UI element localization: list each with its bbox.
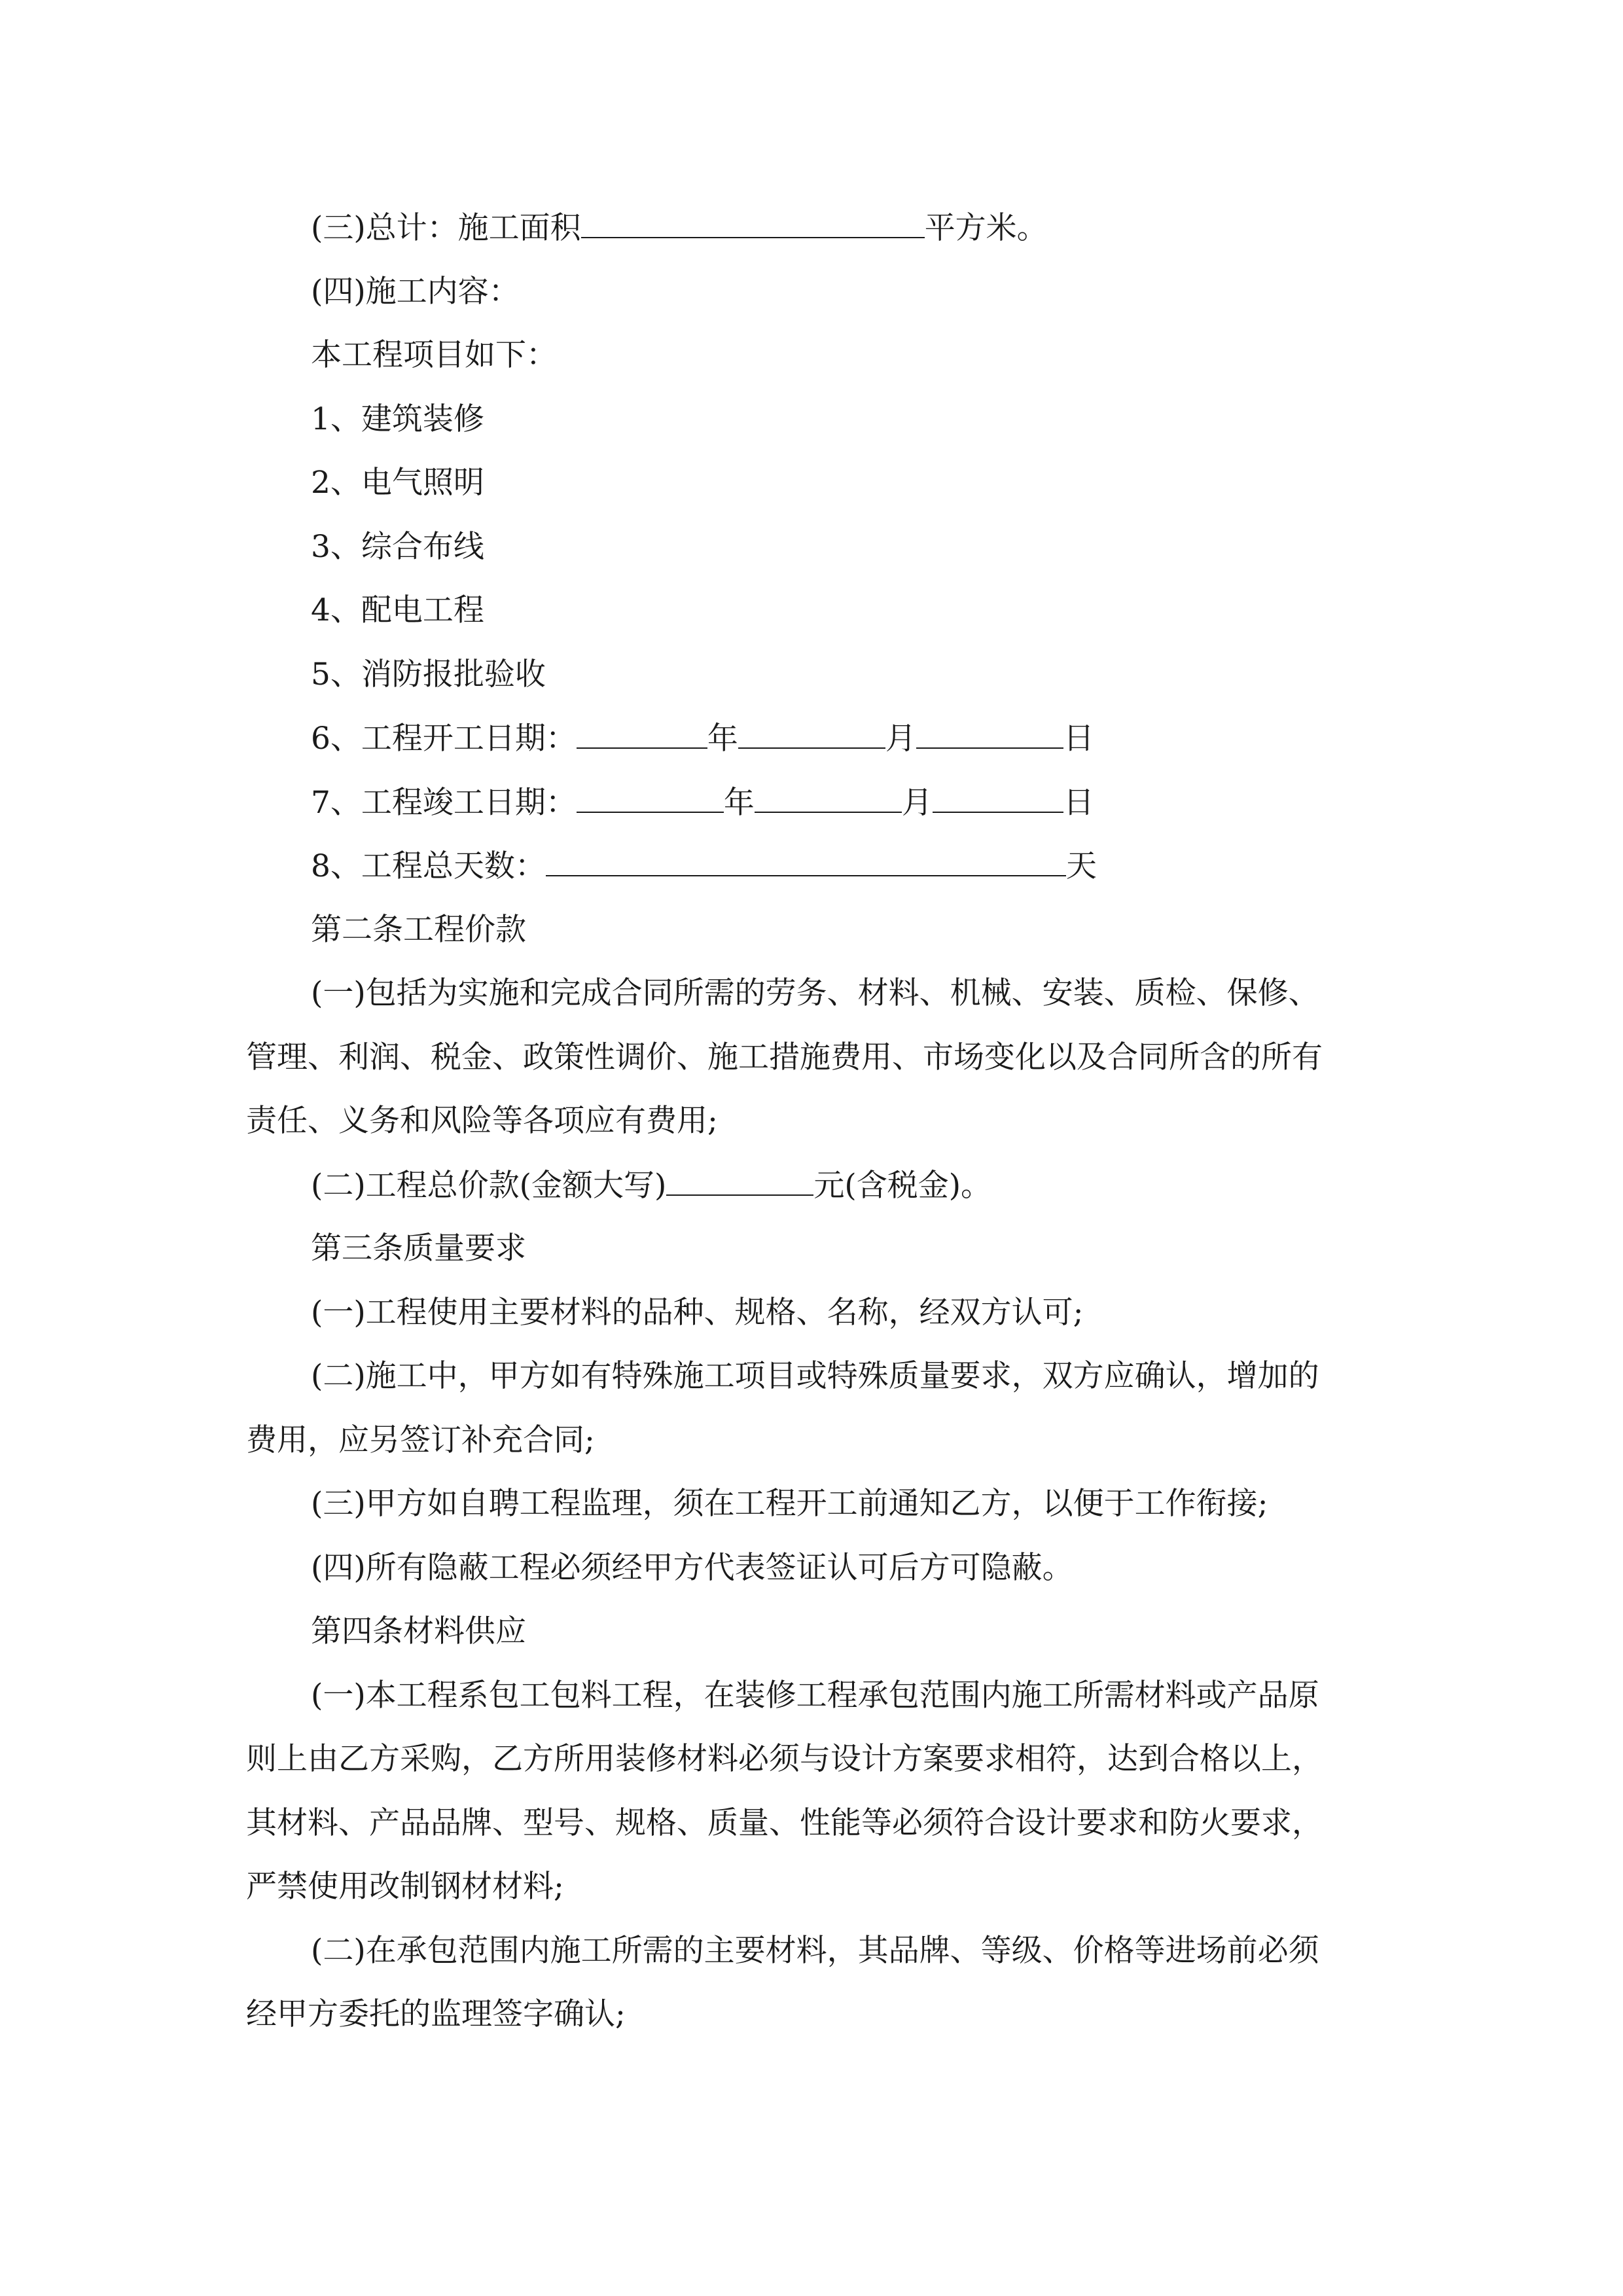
blank-year[interactable]	[577, 783, 724, 813]
paragraph-line: (二)施工中，甲方如有特殊施工项目或特殊质量要求，双方应确认，增加的	[311, 1358, 1319, 1394]
blank-month[interactable]	[738, 719, 885, 749]
paragraph-line: 其材料、产品品牌、型号、规格、质量、性能等必须符合设计要求和防火要求，	[246, 1805, 1323, 1841]
text-segment: 日	[1063, 785, 1094, 821]
section-heading-2: 第二条工程价款	[311, 912, 526, 948]
list-item-2: 2、电气照明	[311, 465, 484, 501]
text-segment: 月	[885, 721, 916, 757]
paragraph-total-area	[311, 208, 1463, 247]
section-heading-4: 第四条材料供应	[311, 1613, 526, 1649]
text-segment: (三)总计：施工面积	[311, 210, 581, 246]
text-segment: 年	[723, 785, 755, 821]
paragraph-line: 费用，应另签订补充合同;	[246, 1422, 595, 1458]
list-item-3: 3、综合布线	[311, 529, 484, 565]
text-segment: 平方米。	[924, 210, 1048, 246]
list-item-8-total-days	[311, 846, 1463, 886]
paragraph-line: (一)工程使用主要材料的品种、规格、名称，经双方认可;	[311, 1295, 1084, 1331]
blank-days[interactable]	[546, 846, 1066, 876]
paragraph-line: 经甲方委托的监理签字确认;	[246, 1996, 626, 2032]
text-segment: 7、工程竣工日期：	[311, 785, 577, 821]
text-segment: 8、工程总天数：	[311, 848, 546, 884]
text-segment: 元(含税金)。	[813, 1168, 992, 1204]
text-segment: 天	[1065, 848, 1097, 884]
text-segment: 日	[1063, 721, 1094, 757]
paragraph-line: (一)包括为实施和完成合同所需的劳务、材料、机械、安装、质检、保修、	[311, 975, 1319, 1011]
blank-month[interactable]	[755, 783, 902, 813]
list-item-7-completion-date	[311, 783, 1463, 822]
blank-day[interactable]	[916, 719, 1063, 749]
list-item-5: 5、消防报批验收	[311, 656, 546, 692]
list-item-1: 1、建筑装修	[311, 401, 484, 437]
blank-area[interactable]	[581, 208, 925, 238]
paragraph-line: 责任、义务和风险等各项应有费用;	[246, 1103, 718, 1139]
blank-year[interactable]	[577, 719, 707, 749]
list-item-4: 4、配电工程	[311, 592, 484, 628]
blank-day[interactable]	[933, 783, 1063, 813]
paragraph-line: (三)甲方如自聘工程监理，须在工程开工前通知乙方，以便于工作衔接;	[311, 1486, 1268, 1522]
blank-amount[interactable]	[666, 1166, 813, 1196]
text-segment: 6、工程开工日期：	[311, 721, 577, 757]
text-segment: 月	[901, 785, 933, 821]
paragraph-project-items-intro: 本工程项目如下：	[311, 337, 557, 373]
paragraph-line: (四)所有隐蔽工程必须经甲方代表签证认可后方可隐蔽。	[311, 1550, 1073, 1586]
paragraph-construction-content: (四)施工内容：	[311, 274, 520, 310]
paragraph-line: 严禁使用改制钢材材料;	[246, 1869, 564, 1905]
text-segment: (二)工程总价款(金额大写)	[311, 1168, 667, 1204]
paragraph-line: (一)本工程系包工包料工程，在装修工程承包范围内施工所需材料或产品原	[311, 1677, 1319, 1713]
list-item-6-start-date	[311, 719, 1463, 758]
paragraph-line: 管理、利润、税金、政策性调价、施工措施费用、市场变化以及合同所含的所有	[246, 1039, 1323, 1075]
paragraph-line: (二)在承包范围内施工所需的主要材料，其品牌、等级、价格等进场前必须	[311, 1933, 1319, 1969]
section-heading-3: 第三条质量要求	[311, 1230, 526, 1266]
paragraph-line: 则上由乙方采购，乙方所用装修材料必须与设计方案要求相符，达到合格以上，	[246, 1741, 1323, 1777]
text-segment: 年	[707, 721, 738, 757]
paragraph-total-price	[311, 1166, 1463, 1205]
